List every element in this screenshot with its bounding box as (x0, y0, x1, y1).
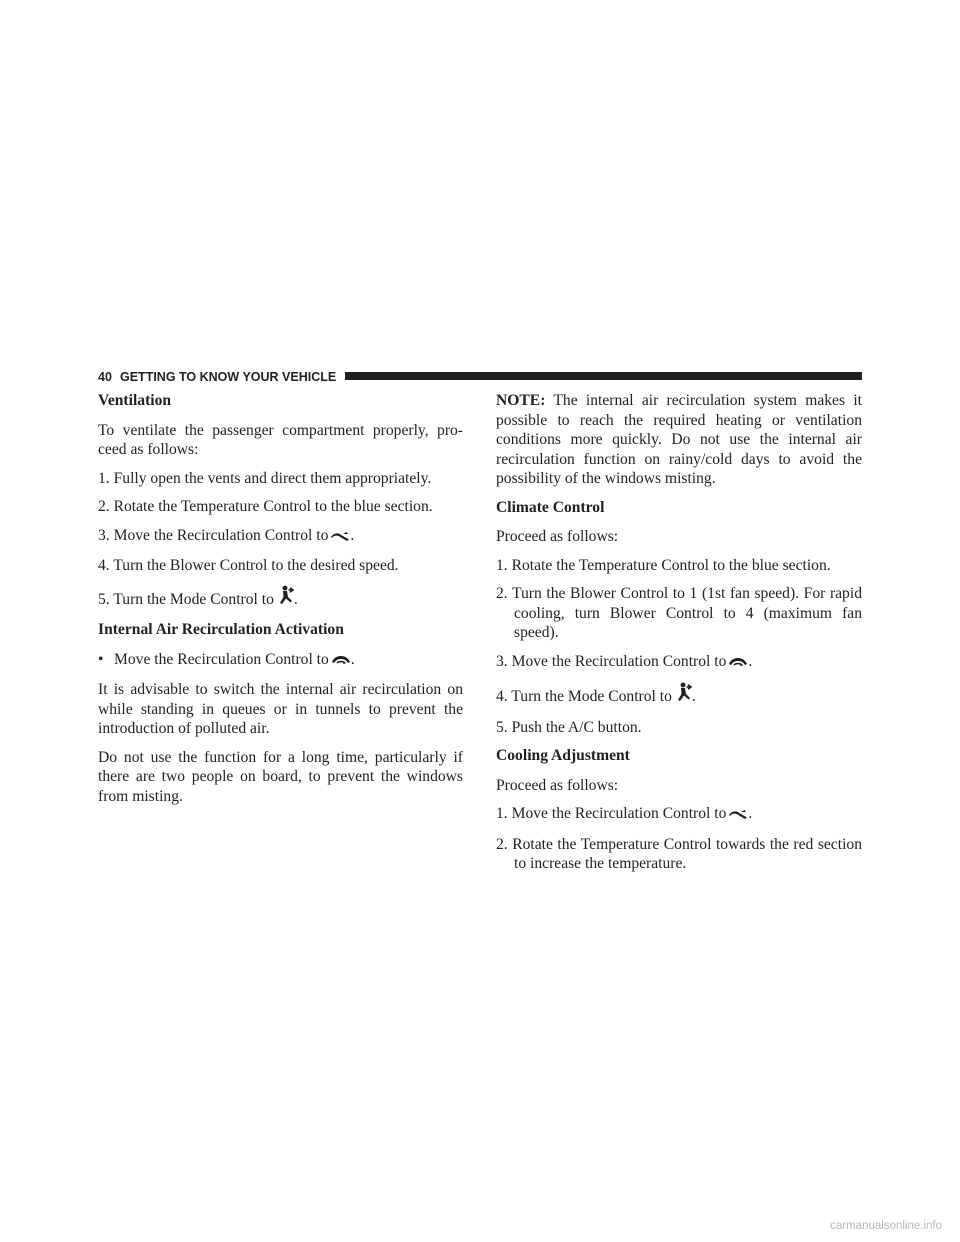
internal-air-para-1: It is advisable to switch the internal air recirculation on while standing in queues or in tunnels to prevent the introduction of polluted air. (98, 681, 463, 737)
cooling-heading: Cooling Adjustment (496, 747, 630, 764)
period: . (350, 650, 355, 668)
climate-step-3 (496, 652, 862, 674)
recirculation-icon (331, 652, 351, 672)
internal-air-para-2: Do not use the function for a long time, particularly if there are two people on board, to prevent the windows from misting. (98, 748, 463, 805)
climate-step-4 (496, 682, 862, 709)
internal-air-bullet-text: Move the Recirculation Control to (114, 650, 329, 668)
climate-step-4-text: 4. Turn the Mode Control to (496, 688, 672, 705)
page-number: 40 (98, 370, 112, 384)
climate-step-2: 2. Turn the Blower Control to 1 (1st fan speed). For rapid cooling, turn Blower Control to 4 (maximum fan speed). (496, 585, 862, 641)
period: . (293, 590, 298, 608)
note-label: NOTE: (496, 392, 546, 409)
ventilation-heading: Ventilation (98, 392, 172, 409)
period: . (748, 652, 753, 670)
period: . (691, 688, 696, 705)
period: . (748, 805, 753, 822)
ventilation-step-4: 4. Turn the Blower Control to the desired speed. (98, 557, 399, 574)
header-rule (345, 372, 862, 380)
cooling-step-1 (496, 804, 862, 826)
page-header (98, 368, 862, 386)
section-title: GETTING TO KNOW YOUR VEHICLE (120, 370, 337, 384)
ventilation-step-2: 2. Rotate the Temperature Control to the blue section. (98, 498, 433, 515)
climate-step-3-text: 3. Move the Recirculation Control to (496, 652, 727, 670)
ventilation-step-1: 1. Fully open the vents and direct them appropriately. (98, 469, 432, 487)
cooling-intro: Proceed as follows: (496, 776, 619, 794)
ventilation-step-5-text: 5. Turn the Mode Control to (98, 590, 274, 608)
ventilation-step-3 (98, 526, 463, 548)
climate-intro: Proceed as follows: (496, 528, 619, 545)
panel-vent-mode-icon (674, 682, 692, 709)
climate-step-5: 5. Push the A/C button. (496, 718, 642, 736)
watermark: carmanualsonline.info (830, 1220, 942, 1232)
right-column (496, 391, 862, 883)
outside-air-icon (728, 806, 748, 826)
recirculation-icon (728, 654, 748, 674)
note-paragraph (496, 391, 862, 489)
ventilation-step-3-text: 3. Move the Recirculation Control to (98, 526, 329, 544)
internal-air-heading: Internal Air Recirculation Activation (98, 621, 344, 638)
panel-vent-mode-icon (276, 585, 294, 612)
cooling-step-2: 2. Rotate the Temperature Control towards the red section to increase the temperature. (496, 835, 862, 872)
climate-heading: Climate Control (496, 498, 605, 516)
note-text: The internal air recirculation system makes it possible to reach the required heating or ventilation conditions more quickly. Do not use the internal air recirculation function on rainy/cold days to avoid the possibility of the windows misting. (496, 392, 862, 487)
ventilation-intro: To ventilate the passenger compartment properly, pro-ceed as follows: (98, 421, 463, 458)
climate-step-1: 1. Rotate the Temperature Control to the blue section. (496, 556, 831, 574)
ventilation-step-5 (98, 585, 463, 612)
period: . (350, 526, 355, 544)
left-column (98, 391, 463, 815)
cooling-step-1-text: 1. Move the Recirculation Control to (496, 805, 727, 822)
internal-air-bullet (98, 650, 463, 672)
outside-air-icon (330, 528, 350, 548)
bullet-dot: • (98, 650, 104, 668)
